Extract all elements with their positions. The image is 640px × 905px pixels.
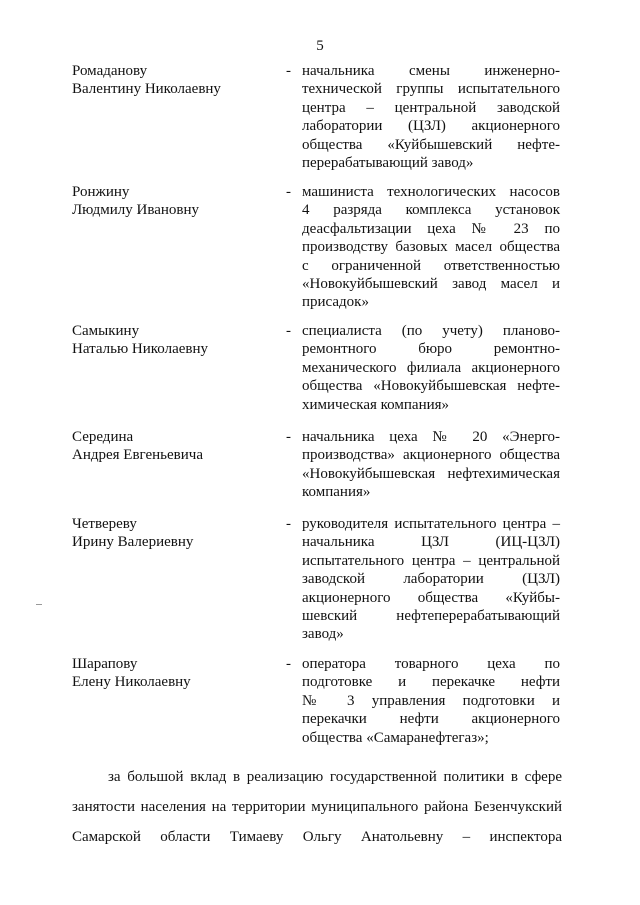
person-name [72,183,272,220]
given-names: Ирину Валериевну [72,534,194,551]
description-line: подготовке и перекачке нефти [302,674,560,691]
surname: Ромаданову [72,63,148,79]
description-line: начальника цеха № 20 «Энерго- [302,429,560,445]
person-name [72,655,272,692]
description-line: испытательного центра – центральной [302,552,560,569]
position-description [302,515,560,644]
dash-separator: - [286,429,291,445]
description-line: специалиста (по учету) планово- [302,323,560,339]
description-line: «Новокуйбышевская нефтехимическая [302,465,560,482]
page-number: 5 [316,38,324,54]
dash-separator: - [286,63,291,79]
dash-separator: - [286,656,291,672]
description-line: химическая компания» [302,396,450,413]
description-line: 4 разряда комплекса установок [302,202,560,219]
position-description [302,322,560,414]
dash-separator: - [286,184,291,200]
surname: Шарапову [72,656,138,672]
given-names: Валентину Николаевну [72,81,221,98]
description-line: общества «Куйбышевский нефте- [302,136,560,153]
description-line: с ограниченной ответственностью [302,257,560,274]
position-description [302,428,560,502]
description-line: компания» [302,484,371,501]
description-line: общества «Новокуйбышевская нефте- [302,378,560,395]
description-line: общества «Самаранефтегаз»; [302,729,489,746]
description-line: центра – центральной заводской [302,99,560,116]
paragraph-line: за большой вклад в реализацию государственной политики в сфере [108,769,562,785]
description-line: технической группы испытательного [302,81,560,98]
person-name [72,62,272,99]
description-line: перерабатывающий завод» [302,155,474,172]
description-line: завод» [302,626,344,643]
description-line: «Новокуйбышевский завод масел и [302,276,560,293]
given-names: Наталью Николаевну [72,341,209,358]
paragraph-line: занятости населения на территории муниципального района Безенчукский [72,799,562,815]
description-line: заводской лаборатории (ЦЗЛ) [302,571,560,588]
description-line: начальника ЦЗЛ (ИЦ-ЦЗЛ) [302,534,560,551]
description-line: шевский нефтеперерабатывающий [302,608,560,625]
description-line: № 3 управления подготовки и [302,692,560,709]
paragraph-line: Самарской области Тимаеву Ольгу Анатольевну – инспектора [72,829,562,845]
given-names: Андрея Евгеньевича [72,447,203,464]
body-paragraph [72,762,562,852]
scan-margin-mark [36,604,42,605]
description-line: оператора товарного цеха по [302,656,560,672]
person-name [72,428,272,465]
surname: Самыкину [72,323,140,339]
description-line: машиниста технологических насосов [302,184,560,200]
description-line: лаборатории (ЦЗЛ) акционерного [302,118,560,135]
description-line: руководителя испытательного центра – [302,516,560,532]
description-line: присадок» [302,294,369,311]
position-description [302,655,560,747]
description-line: начальника смены инженерно- [302,63,560,79]
description-line: перекачки нефти акционерного [302,711,560,728]
description-line: производства» акционерного общества [302,447,560,464]
surname: Четвереву [72,516,137,532]
description-line: деасфальтизации цеха № 23 по [302,220,560,237]
description-line: механического филиала акционерного [302,359,560,376]
dash-separator: - [286,323,291,339]
position-description [302,62,560,172]
given-names: Людмилу Ивановну [72,202,200,219]
surname: Середина [72,429,134,445]
description-line: ремонтного бюро ремонтно- [302,341,560,358]
description-line: производству базовых масел общества [302,239,560,256]
given-names: Елену Николаевну [72,674,191,691]
dash-separator: - [286,516,291,532]
surname: Ронжину [72,184,130,200]
person-name [72,322,272,359]
description-line: акционерного общества «Куйбы- [302,589,560,606]
position-description [302,183,560,312]
person-name [72,515,272,552]
